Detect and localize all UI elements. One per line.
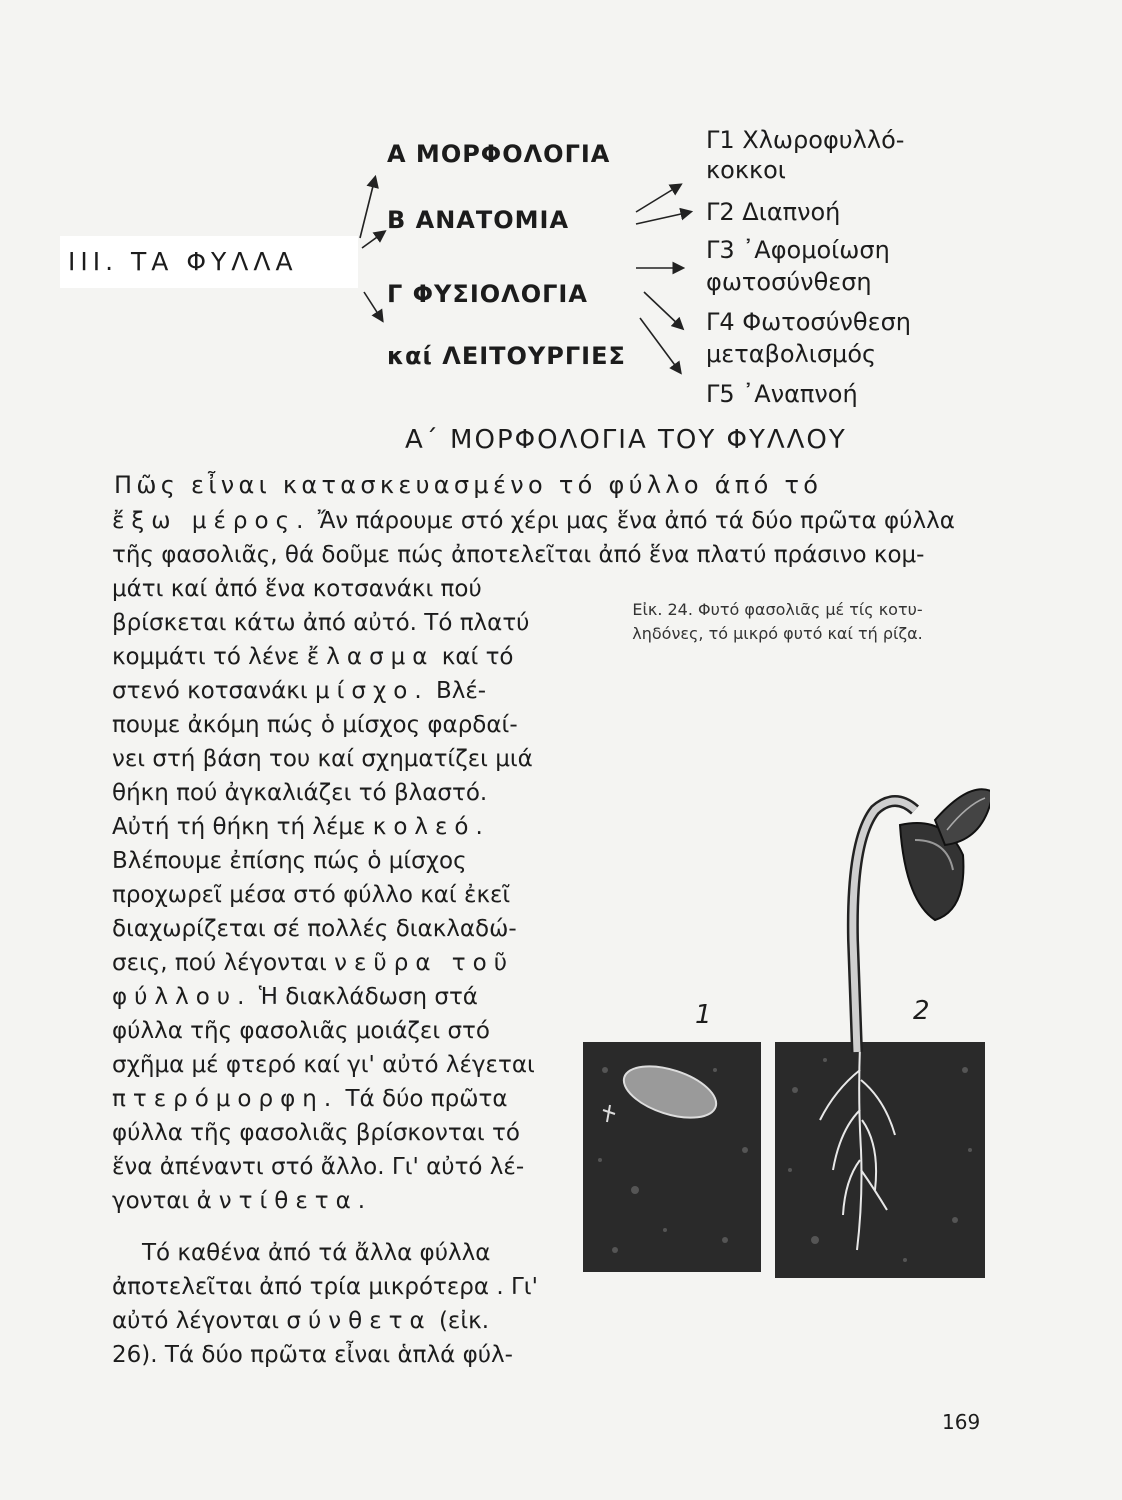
paragraph-line: μάτι καί ἀπό ἕνα κοτσανάκι πού [112,576,482,602]
first-leaves [935,789,990,845]
arrow-to-g1 [636,185,680,212]
paragraph-line: Αὐτή τή θήκη τή λέμε κολεό. [112,814,490,840]
paragraph-line: ἀποτελεῖται ἀπό τρία μικρότερα . Γι' [112,1274,538,1300]
paragraph-line: πτερόμορφη. Τά δύο πρῶτα [112,1086,508,1112]
paragraph-line: κομμάτι τό λένε ἔλασμα καί τό [112,644,514,670]
paragraph-line: Πῶς εἶναι κατασκευασμένο τό φύλλο άπό τό [114,471,823,499]
subtopic-index: Γ1 [706,126,735,154]
arrow-to-physiology [364,292,382,320]
arrow-to-g5 [640,318,680,372]
paragraph-line: βρίσκεται κάτω ἀπό αὐτό. Τό πλατύ [112,610,530,636]
subtopic-text: ᾽Αφομοίωση [742,236,890,264]
section-title: Α΄ ΜΟΡΦΟΛΟΓΙΑ ΤΟΥ ΦΥΛΛΟΥ [405,425,847,455]
spaced-term: μίσχο. [314,678,429,704]
category-physiology: Γ ΦΥΣΙΟΛΟΓΙΑ [387,280,588,308]
spaced-term: ἔλασμα [306,644,435,670]
paragraph-line: ἔξω μέρος. Ἄν πάρουμε στό χέρι μας ἕνα ἀπό τά δύο πρῶτα φύλλα [112,508,955,534]
spaced-term: κολεό. [372,814,490,840]
category-morphology: Α ΜΟΡΦΟΛΟΓΙΑ [387,140,611,168]
soil-panel-2 [775,1042,985,1278]
paragraph-line: σχῆμα μέ φτερό καί γι' αὐτό λέγεται [112,1052,535,1078]
outline-arrows [0,0,1122,420]
subtopic-g1-cont: κοκκοι [706,156,786,184]
arrow-to-anatomy [362,232,384,248]
spaced-term: ἔξω μέρος. [112,508,311,534]
paragraph-line: Τό καθένα ἀπό τά ἄλλα φύλλα [142,1240,491,1266]
subtopic-g3-cont: φωτοσύνθεση [706,268,872,296]
subtopic-index: Γ5 [706,380,735,408]
subtopic-g4-cont: μεταβολισμός [706,340,877,368]
subtopic-text: ᾽Αναπνοή [742,380,858,408]
spaced-term: φύλλου. [112,984,252,1010]
bean-plant-figure [575,770,990,1285]
paragraph-line: θήκη πού ἀγκαλιάζει τό βλαστό. [112,780,488,806]
paragraph-line: φύλλου. Ἡ διακλάδωση στά [112,984,478,1010]
paragraph-line: γονται ἀντίθετα. [112,1188,373,1214]
subtopic-text: Χλωροφυλλό- [742,126,905,154]
arrow-to-g2 [636,212,690,224]
paragraph-line: τῆς φασολιᾶς, θά δοῦμε πώς ἀποτελεῖται ἀπό ἕνα πλατύ πράσινο κομ- [112,542,925,568]
figure-caption: Εἰκ. 24. Φυτό φασολιᾶς μέ τίς κοτυ- ληδόνες, τό μικρό φυτό καί τή ρίζα. [632,600,923,643]
paragraph-line: φύλλα τῆς φασολιᾶς μοιάζει στό [112,1018,490,1044]
paragraph-line: διαχωρίζεται σέ πολλές διακλαδώ- [112,916,517,942]
subtopic-text: Διαπνοή [742,198,841,226]
subtopic-index: Γ3 [706,236,735,264]
chapter-heading: ΙΙΙ. ΤΑ ΦΥΛΛΑ [60,236,358,288]
subtopic-text: Φωτοσύνθεση [742,308,911,336]
bean-plant-illustration [575,770,990,1285]
spaced-term: νεῦρα τοῦ [334,950,515,976]
spaced-term: πτερόμορφη. [112,1086,339,1112]
paragraph-line: 26). Τά δύο πρῶτα εἶναι ἁπλά φύλ- [112,1342,513,1368]
page-number: 169 [942,1410,981,1434]
spaced-term: ἀντίθετα. [196,1188,373,1214]
figure-label-2: 2 [913,996,930,1026]
figure-label-1: 1 [695,1000,712,1030]
paragraph-line: πουμε ἀκόμη πώς ὁ μίσχος φαρδαί- [112,712,518,738]
spaced-term: σύνθετα [286,1308,432,1334]
arrow-to-morphology [360,178,375,238]
paragraph-line: φύλλα τῆς φασολιᾶς βρίσκονται τό [112,1120,520,1146]
paragraph-line: νει στή βάση του καί σχηματίζει μιά [112,746,533,772]
category-anatomy: Β ΑΝΑΤΟΜΙΑ [387,206,570,234]
paragraph-line: ἕνα ἀπέναντι στό ἄλλο. Γι' αὐτό λέ- [112,1154,525,1180]
arrow-to-g4 [644,292,682,328]
paragraph-line: Βλέπουμε ἐπίσης πώς ὁ μίσχος [112,848,467,874]
paragraph-line: στενό κοτσανάκι μίσχο. Βλέ- [112,678,487,704]
subtopic-index: Γ4 [706,308,735,336]
subtopic-index: Γ2 [706,198,735,226]
paragraph-line: σεις, πού λέγονται νεῦρα τοῦ [112,950,515,976]
paragraph-line: αὐτό λέγονται σύνθετα (εἰκ. [112,1308,490,1334]
paragraph-line: προχωρεῖ μέσα στό φύλλο καί ἐκεῖ [112,882,511,908]
category-functions: καί ΛΕΙΤΟΥΡΓΙΕΣ [387,342,626,370]
